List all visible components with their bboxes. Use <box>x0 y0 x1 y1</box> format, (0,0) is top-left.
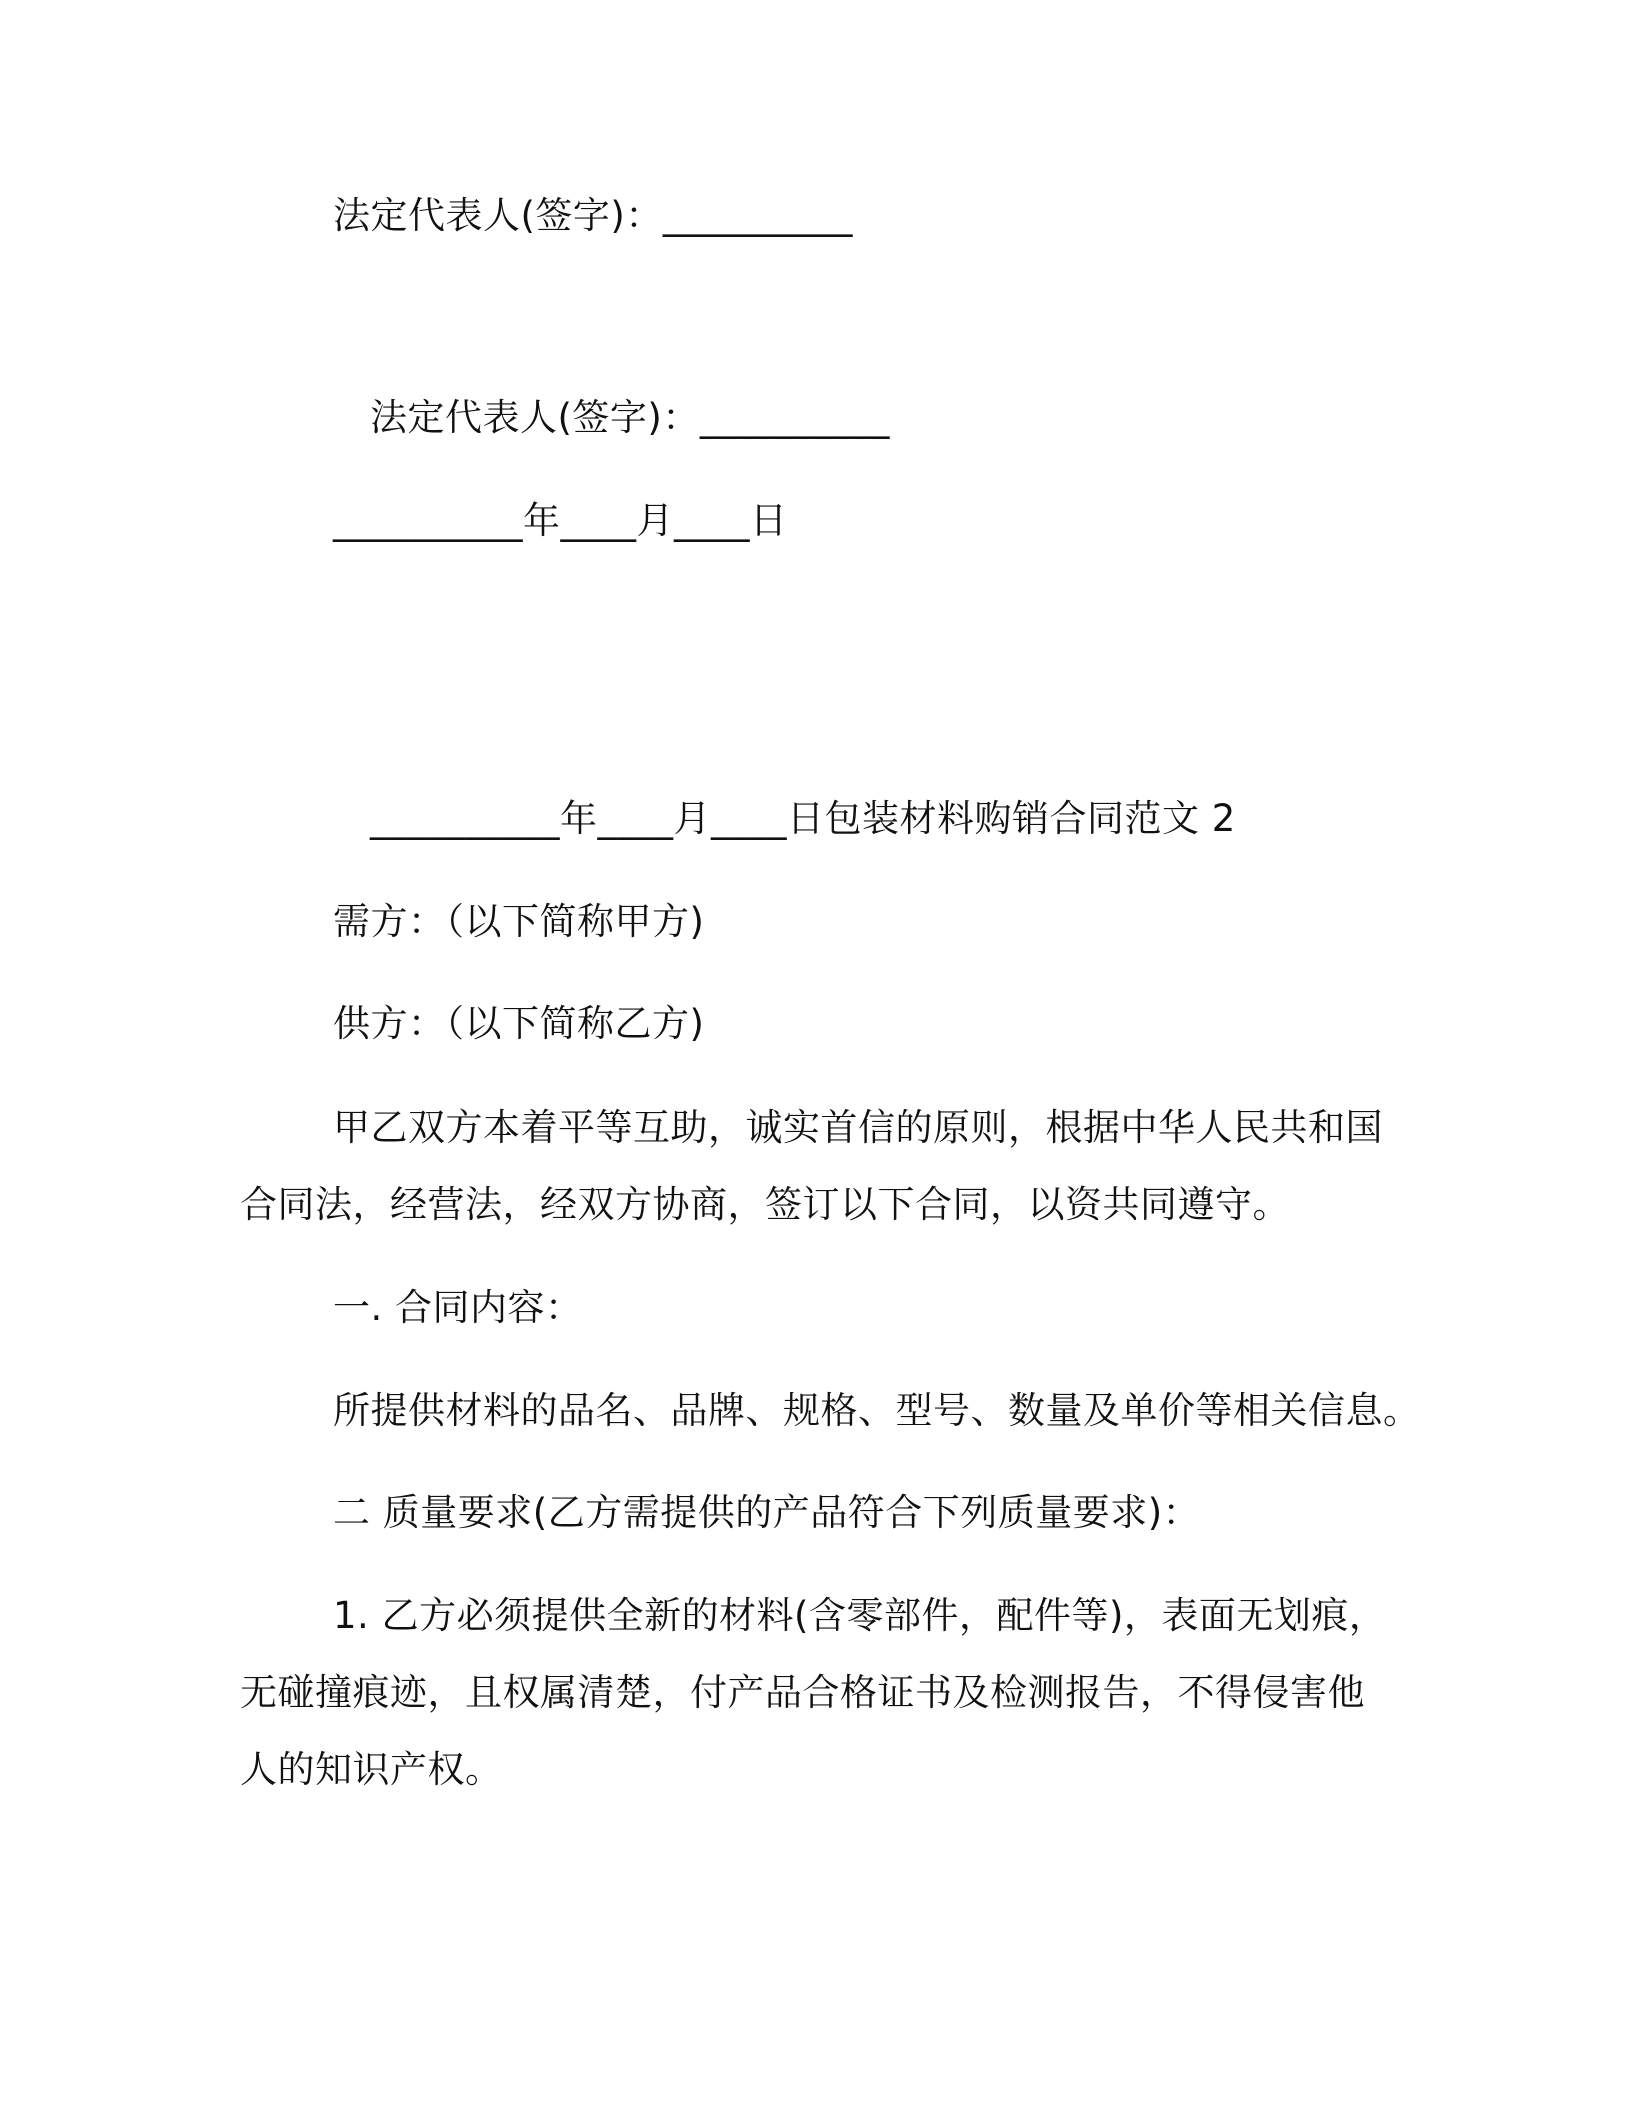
clause-1-line-3: 人的知识产权。 <box>240 1748 503 1791</box>
section-heading-2: 二 质量要求(乙方需提供的产品符合下列质量要求)： <box>333 1491 1201 1534</box>
buyer-line: 需方：（以下简称甲方) <box>333 900 705 943</box>
section-1-content: 所提供材料的品名、品牌、规格、型号、数量及单价等相关信息。 <box>333 1389 1421 1432</box>
clause-1-line-2: 无碰撞痕迹，且权属清楚，付产品合格证书及检测报告，不得侵害他 <box>240 1671 1365 1714</box>
date-line: __________年____月____日 <box>333 499 788 542</box>
paragraph-intro-line-1: 甲乙双方本着平等互助，诚实首信的原则，根据中华人民共和国 <box>333 1106 1383 1149</box>
signature-line-legal-rep-2: 法定代表人(签字)：__________ <box>370 396 890 439</box>
paragraph-intro-line-2: 合同法，经营法，经双方协商，签订以下合同，以资共同遵守。 <box>240 1183 1290 1226</box>
clause-1-line-1: 1. 乙方必须提供全新的材料(含零部件，配件等)，表面无划痕， <box>333 1594 1387 1637</box>
supplier-line: 供方：（以下简称乙方) <box>333 1002 705 1045</box>
section-heading-1: 一. 合同内容： <box>333 1286 583 1329</box>
contract-title: __________年____月____日包装材料购销合同范文 2 <box>370 797 1236 840</box>
signature-line-legal-rep-1: 法定代表人(签字)：__________ <box>333 194 853 237</box>
